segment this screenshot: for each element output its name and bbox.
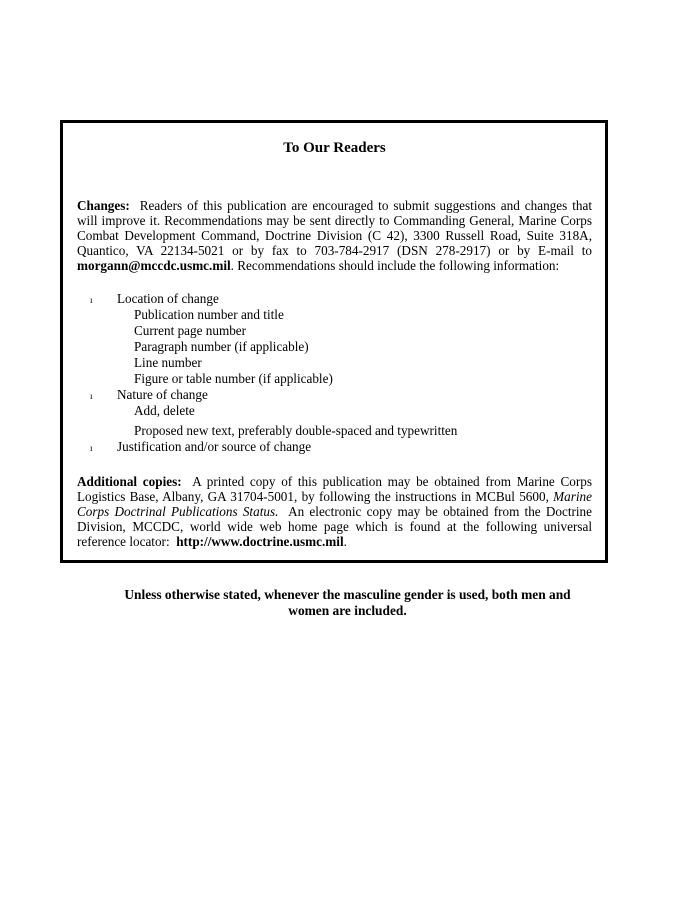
- change-list-item: [77, 291, 592, 307]
- change-list-item-label: Add, delete: [134, 403, 195, 418]
- text-segment: Additional copies:: [77, 474, 182, 489]
- change-list: [77, 291, 592, 455]
- change-list-item-label: Justification and/or source of change: [117, 439, 312, 454]
- text-segment: Marine Corps Doctrinal Publications Status.: [77, 489, 592, 519]
- text-segment: http://www.doctrine.usmc.mil: [176, 534, 344, 549]
- text-segment: Readers of this publication are encouraged to submit suggestions and changes that will improve it. Recommendations may be sent directly to Commanding General, Marine Corps Combat Development Command, Doctrine Division (C 42), 3300 Russell Road, Suite 318A, Quantico, VA 22134-5021 or by fax to 703-784-2917 (DSN 278-2917) or by E-mail to: [77, 198, 592, 258]
- change-list-item-label: Figure or table number (if applicable): [134, 371, 333, 386]
- list-bullet-icon: ı: [90, 391, 93, 401]
- change-list-item-label: Paragraph number (if applicable): [134, 339, 309, 354]
- list-bullet-icon: ı: [90, 443, 93, 453]
- footer-note: [0, 587, 695, 619]
- text-segment: A printed copy of this publication may be obtained from Marine Corps Logistics Base, Albany, GA 31704-5001, by following the instructions in MCBul 5600,: [77, 474, 592, 504]
- change-list-item: [77, 423, 592, 439]
- change-list-item: [77, 387, 592, 403]
- text-segment: Changes:: [77, 198, 130, 213]
- change-list-item: [77, 323, 592, 339]
- text-segment: morgann@mccdc.usmc.mil: [77, 258, 231, 273]
- text-segment: .: [343, 534, 347, 549]
- change-list-item-label: Location of change: [117, 291, 219, 306]
- change-list-item-label: Publication number and title: [134, 307, 284, 322]
- change-list-item: [77, 403, 592, 419]
- change-list-item: [77, 355, 592, 371]
- readers-box: [60, 120, 608, 563]
- text-segment: An electronic copy may be obtained from the Doctrine Division, MCCDC, world wide web home page which is found at the following universal reference locator:: [77, 504, 593, 549]
- change-list-item: [77, 371, 592, 387]
- change-list-item-label: Current page number: [134, 323, 247, 338]
- text-segment: . Recommendations should include the following information:: [230, 258, 560, 273]
- change-list-item-label: Line number: [134, 355, 202, 370]
- change-list-item-label: Nature of change: [117, 387, 208, 402]
- changes-paragraph: [77, 198, 592, 273]
- change-list-item: [77, 439, 592, 455]
- change-list-item: [77, 339, 592, 355]
- change-list-item: [77, 307, 592, 323]
- list-bullet-icon: ı: [90, 295, 93, 305]
- page-title: To Our Readers: [283, 140, 386, 156]
- change-list-item-label: Proposed new text, preferably double-spaced and typewritten: [134, 423, 458, 438]
- footer-note-text: Unless otherwise stated, whenever the masculine gender is used, both men and women are included.: [124, 587, 571, 618]
- additional-copies-paragraph: [77, 474, 592, 549]
